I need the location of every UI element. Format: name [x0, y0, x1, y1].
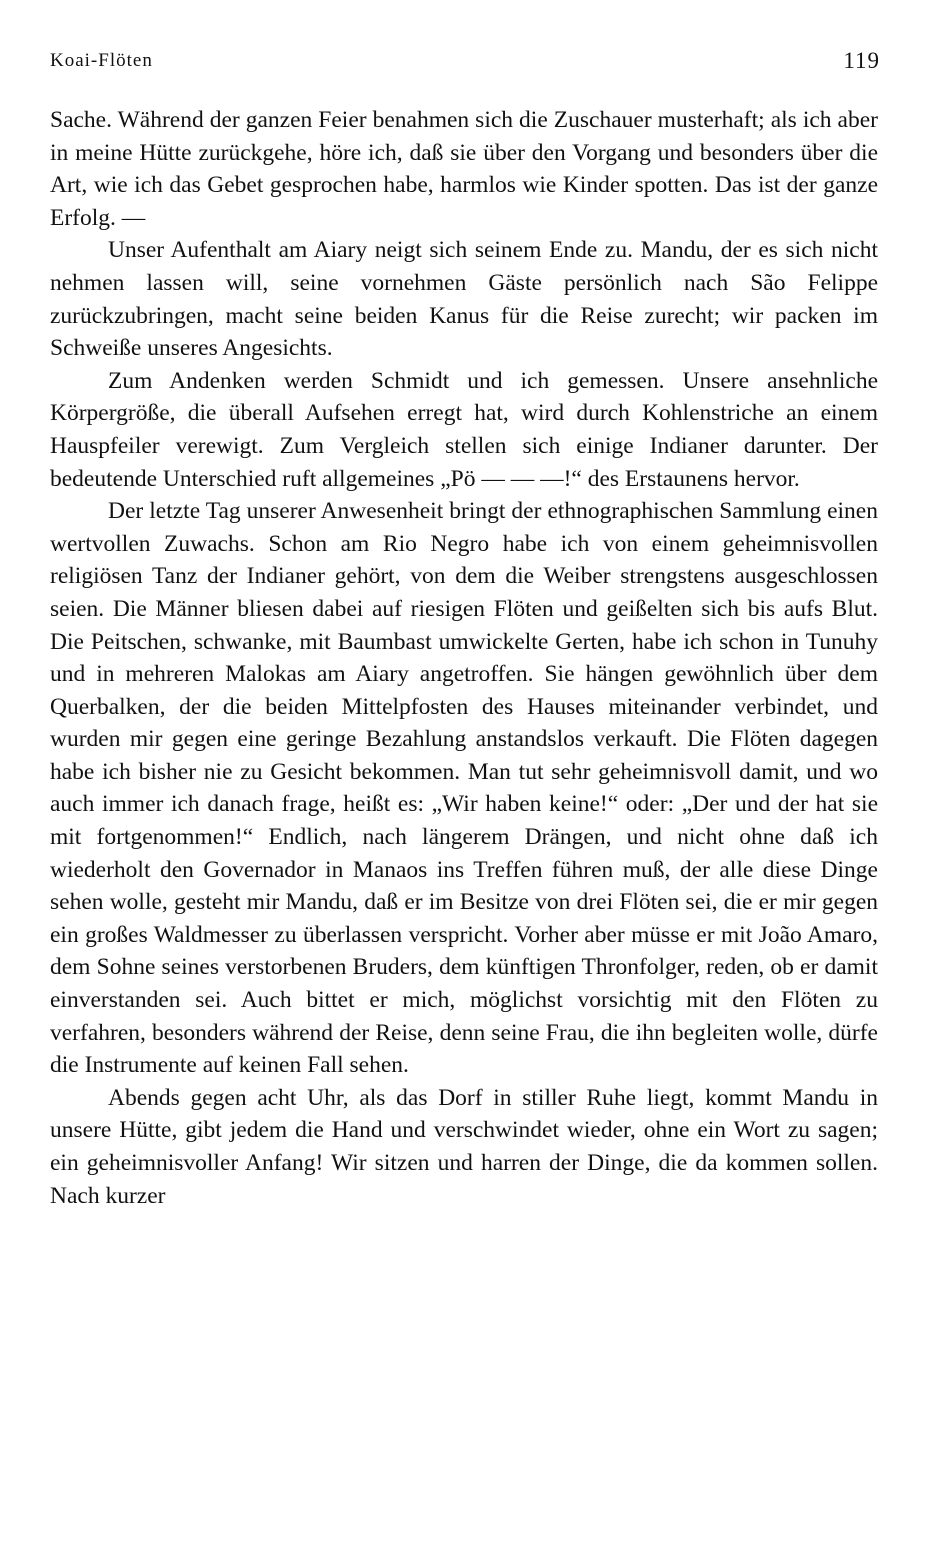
- paragraph-departure: Unser Aufenthalt am Aiary neigt sich seinem Ende zu. Mandu, der es sich nicht nehmen lassen will, seine vornehmen Gäste persönlich nach São Felippe zurückzubringen, macht seine beiden Kanus für die Reise zurecht; wir packen im Schweiße unseres Angesichts.: [50, 237, 878, 362]
- body-text: [50, 104, 878, 1212]
- paragraph-evening: Abends gegen acht Uhr, als das Dorf in stiller Ruhe liegt, kommt Mandu in unsere Hütte, gibt jedem die Hand und verschwindet wieder, ohne ein Wort zu sagen; ein geheimnisvoller Anfang! Wir sitzen und harren der Dinge, die da kommen sollen. Nach kurzer: [50, 1084, 878, 1209]
- page-number: 119: [843, 48, 880, 73]
- paragraph-continuation: Sache. Während der ganzen Feier benahmen sich die Zuschauer musterhaft; als ich aber in meine Hütte zurückgehe, höre ich, daß sie über den Vorgang und besonders über die Art, wie ich das Gebet gesprochen habe, harmlos wie Kinder spotten. Das ist der ganze Erfolg. —: [50, 107, 878, 231]
- paragraph-measurement: Zum Andenken werden Schmidt und ich gemessen. Unsere ansehnliche Körpergröße, die überall Aufsehen erregt hat, wird durch Kohlenstriche an einem Hauspfeiler verewigt. Zum Vergleich stellen sich einige Indianer darunter. Der bedeutende Unterschied ruft allgemeines „Pö — — —!“ des Erstaunens hervor.: [50, 367, 878, 492]
- running-head: [50, 48, 880, 88]
- running-title: Koai-Flöten: [50, 50, 153, 71]
- paragraph-flutes: Der letzte Tag unserer Anwesenheit bringt der ethnographischen Sammlung einen wertvollen Zuwachs. Schon am Rio Negro habe ich von einem geheimnisvollen religiösen Tanz der Indianer gehört, von dem die Weiber strengstens ausgeschlossen seien. Die Männer bliesen dabei auf riesigen Flöten und geißelten sich bis aufs Blut. Die Peitschen, schwanke, mit Baumbast umwickelte Gerten, habe ich schon in Tunuhy und in mehreren Malokas am Aiary angetroffen. Sie hängen gewöhnlich über dem Querbalken, der die beiden Mittelpfosten des Hauses miteinander verbindet, und wurden mir gegen eine geringe Bezahlung anstandslos verkauft. Die Flöten dagegen habe ich bisher nie zu Gesicht bekommen. Man tut sehr geheimnisvoll damit, und wo auch immer ich danach frage, heißt es: „Wir haben keine!“ oder: „Der und der hat sie mit fortgenommen!“ Endlich, nach längerem Drängen, und nicht ohne daß ich wiederholt den Governador in Manaos ins Treffen führen muß, der alle diese Dinge sehen wolle, gesteht mir Mandu, daß er im Besitze von drei Flöten sei, die er mir gegen ein großes Waldmesser zu überlassen verspricht. Vorher aber müsse er mit João Amaro, dem Sohne seines verstorbenen Bruders, dem künftigen Thronfolger, reden, ob er damit einverstanden sei. Auch bittet er mich, möglichst vorsichtig mit den Flöten zu verfahren, besonders während der Reise, denn seine Frau, die ihn begleiten wolle, dürfe die Instrumente auf keinen Fall sehen.: [50, 498, 878, 1079]
- book-page: [50, 48, 880, 1528]
